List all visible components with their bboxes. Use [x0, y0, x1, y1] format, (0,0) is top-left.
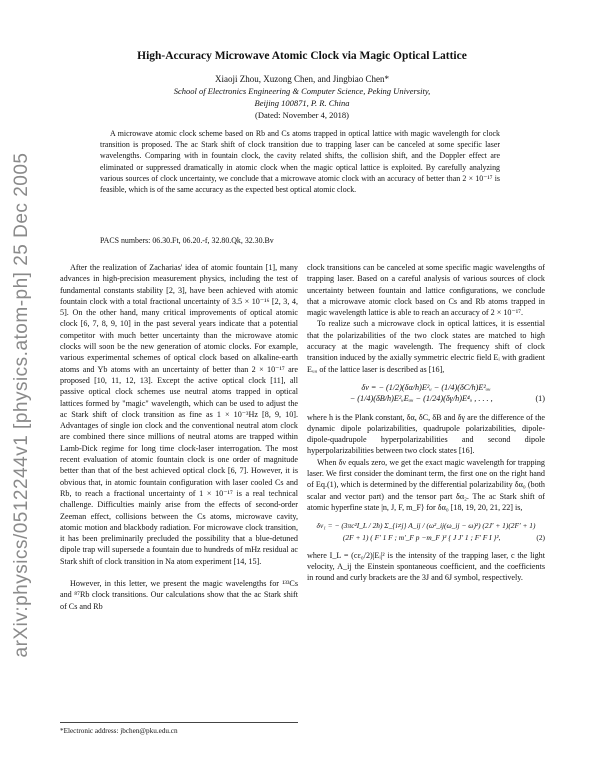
authors: Xiaoji Zhou, Xuzong Chen, and Jingbiao Chen* [215, 74, 389, 84]
equation-1 [307, 382, 545, 405]
equation-number: (2) [536, 532, 545, 542]
equation-line: (2F + 1) ( F′ 1 F ; m′_F p −m_F )² { J J′ 1 ; F′ F I }², [342, 532, 501, 542]
paragraph: To realize such a microwave clock in optical lattices, it is essential that the polarizabilities of the two clock states are matched to high accuracy at the magic wavelength. The frequency shift of clock transition induced by the axially symmetric electric field Eᵢ with gradient Eᵤᵤ of the lattice laser is described as [16], [307, 319, 545, 374]
arxiv-id-label: arXiv:physics/0512244v1 [physics.atom-ph] 25 Dec 2005 [11, 152, 32, 658]
arxiv-sidebar [2, 150, 42, 660]
paragraph: When δν equals zero, we get the exact magic wavelength for trapping laser. We first consider the dominant term, the first one on the right hand of Eq.(1), which is determined by the differential polarizability δα₀ (both scalar and vector part) and the tensor part δα₂. The ac Stark shift of atomic hyperfine state |n, J, F, m_F⟩ for δα₀ [18, 19, 20, 21, 22] is, [307, 457, 545, 512]
pacs-numbers: PACS numbers: 06.30.Ft, 06.20.-f, 32.80.Qk, 32.30.Bv [100, 236, 274, 245]
equation-line: δν = − (1/2)(δα/h)E²ᵤ − (1/4)(δC/h)E²ᵤᵤ [361, 382, 491, 392]
date: (Dated: November 4, 2018) [255, 110, 349, 120]
paragraph: After the realization of Zacharias' idea of atomic fountain [1], many advances in high-precision measurement physics, including the test of fundamental constants stability [2, 3], have been achieved with atomic fountain clock with a total fractional uncertainty of 3.5 × 10⁻¹⁶ [2, 3, 4, 5]. On the other hand, many critical improvements of optical atomic clock [6, 7, 8, 9, 10] in the past several years indicate that a potential competitor with much better uncertainty than the microwave atomic clocks will soon be the new generation of atomic clocks. For example, various experimental schemes of optical clock based on alkaline-earth atoms and Yb atoms with an uncertainty of better than 2 × 10⁻¹⁷ are proposed [10, 11, 12, 13]. Except the active optical clock [11], all passive optical clock schemes use neutral atoms trapped in optical lattices formed by "magic" wavelength, which can be used to adjust the ac Stark shift of clock transition as fine as 1 × 10⁻³Hz [8, 9, 10]. Advantages of single ion clock and the conventional neutral atom clock are combined there since millions of neutral atoms are trapped within Lamb-Dick regime for long time clock-laser interrogation. The most recent evaluation of atomic fountain clock is one order of magnitude better than that of the best achieved optical clock [6, 7]. However, it is obvious that, in atomic fountain configuration with laser cooled Cs and Rb, to reach a fractional uncertainty of 1 × 10⁻¹⁷ is a real technical challenge. Difficulties mainly arise from the effects of second-order Zeeman effect, collisions between the Cs atoms, microwave cavity, atomic motion and blackbody radiation. For microwave clock transition, it has been preliminarily precluded the possibility that a blue-detuned dipole trap will supersede a fountain due to hundreds of mHz residual ac Stark shift of clock transition in Na atom experiment [14, 15]. [60, 263, 298, 566]
equation-2 [307, 520, 545, 543]
equation-line: δν₁ = − (3πc²I_L / 2ħ) Σ_{i≠j} A_ij / (ω²_ij(ω_ij − ω)²) (2J′ + 1)(2F′ + 1) [316, 521, 536, 531]
equation-line: − (1/4)(δB/h)E²ᵤEᵤᵤ − (1/24)(δγ/h)E⁴ᵤ , . . . , [349, 394, 493, 404]
paragraph: where I_L = (cε₀/2)|Eᵢ|² is the intensity of the trapping laser, c the light velocity, A_ij the Einstein spontaneous coefficient, and the coefficients in round and curly brackets are the 3J and 6J symbol, respectively. [307, 550, 545, 583]
footnote: *Electronic address: jbchen@pku.edu.cn [60, 722, 298, 735]
left-column [60, 262, 298, 612]
paragraph: clock transitions can be canceled at some specific magic wavelengths of trapping laser. Based on a careful analysis of various sources of clock uncertainty between fountain and lattice configurations, we conclude that a microwave atomic clock based on Cs and Rb atoms trapped in magic wavelength lattice is able to reach an accuracy of 2 × 10⁻¹⁷. [307, 263, 545, 318]
right-column [307, 262, 545, 584]
paper-title: High-Accuracy Microwave Atomic Clock via Magic Optical Lattice [137, 50, 467, 62]
paragraph: However, in this letter, we present the magic wavelengths for ¹³³Cs and ⁸⁷Rb clock transitions. Our calculations show that the ac Stark shift of Cs and Rb [60, 579, 298, 611]
paragraph: where h is the Plank constant, δα, δC, δB and δγ are the difference of the dynamic dipole polarizabilities, quadrupole polarizabilities, dipole-dipole-quadrupole hyperpolarizabilities and second dipole hyperpolarizabilities between two clock states [16]. [307, 412, 545, 456]
affiliation-line-1: School of Electronics Engineering & Computer Science, Peking University, [173, 86, 431, 96]
equation-number: (1) [535, 394, 545, 404]
affiliation-line-2: Beijing 100871, P. R. China [254, 97, 350, 108]
abstract: A microwave atomic clock scheme based on Rb and Cs atoms trapped in optical lattice with magic wavelength for clock transition is proposed. The ac Stark shift of clock transition due to trapping laser can be canceled at some specific laser wavelengths. Comparing with in fountain clock, the cavity related shifts, the collision shift, and the Doppler effect are eliminated or suppressed dramatically in atomic clock when the magic optical lattice is exploited. By carefully analyzing various sources of clock uncertainty, we conclude that a microwave atomic clock with an accuracy of better than 2 × 10⁻¹⁷ is feasible, which is of the same accuracy as the expected best optical atomic clock. [100, 129, 500, 195]
affiliation [60, 86, 544, 109]
